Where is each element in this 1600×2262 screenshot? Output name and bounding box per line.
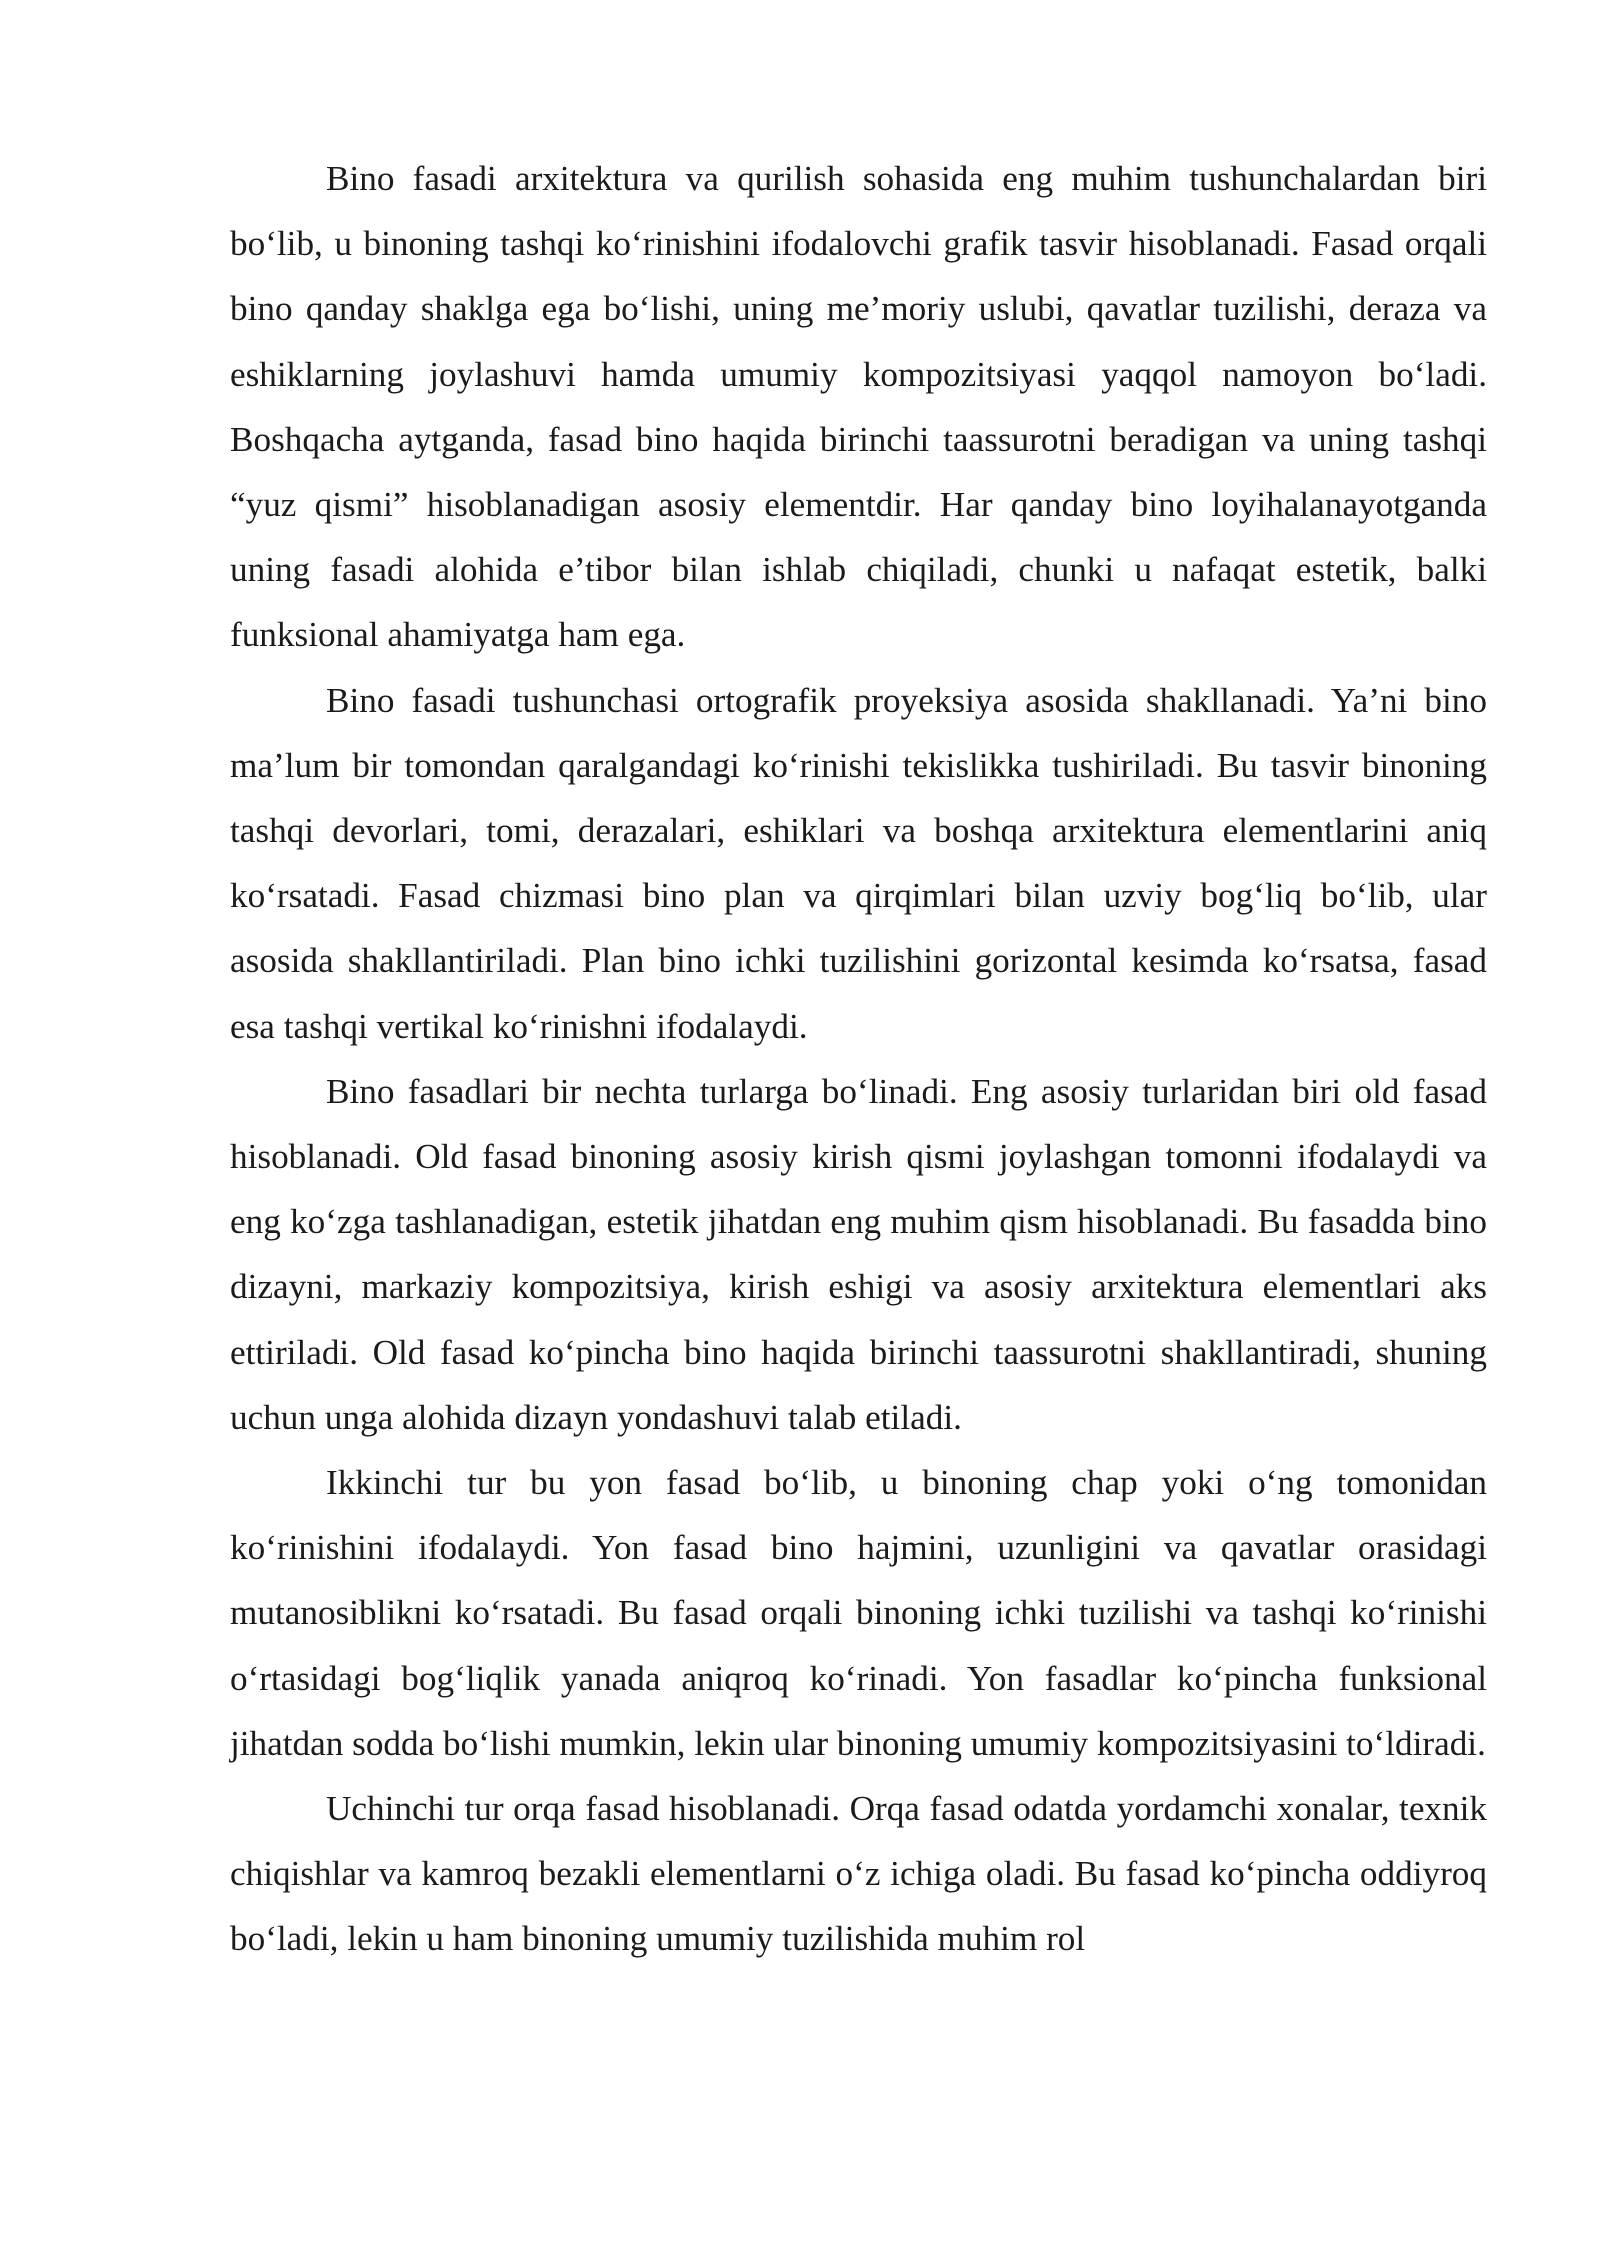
- paragraph-2: Bino fasadi tushunchasi ortografik proyeksiya asosida shakllanadi. Ya’ni bino ma’lum bir tomondan qaralgandagi koʻrinishi tekislikka tushiriladi. Bu tasvir binoning tashqi devorlari, tomi, derazalari, eshiklari va boshqa arxitektura elementlarini aniq koʻrsatadi. Fasad chizmasi bino plan va qirqimlari bilan uzviy bogʻliq boʻlib, ular asosida shakllantiriladi. Plan bino ichki tuzilishini gorizontal kesimda koʻrsatsa, fasad esa tashqi vertikal koʻrinishni ifodalaydi.: [230, 680, 1487, 1046]
- body-text: [230, 146, 1487, 1972]
- paragraph-4: Ikkinchi tur bu yon fasad boʻlib, u binoning chap yoki oʻng tomonidan koʻrinishini ifodalaydi. Yon fasad bino hajmini, uzunligini va qavatlar orasidagi mutanosiblikni koʻrsatadi. Bu fasad orqali binoning ichki tuzilishi va tashqi koʻrinishi oʻrtasidagi bogʻliqlik yanada aniqroq koʻrinadi. Yon fasadlar koʻpincha funksional jihatdan sodda boʻlishi mumkin, lekin ular binoning umumiy kompozitsiyasini toʻldiradi.: [230, 1463, 1487, 1763]
- paragraph-5: Uchinchi tur orqa fasad hisoblanadi. Orqa fasad odatda yordamchi xonalar, texnik chiqishlar va kamroq bezakli elementlarni oʻz ichiga oladi. Bu fasad koʻpincha oddiyroq boʻladi, lekin u ham binoning umumiy tuzilishida muhim rol: [230, 1789, 1487, 1959]
- paragraph-1: Bino fasadi arxitektura va qurilish sohasida eng muhim tushunchalardan biri boʻlib, u binoning tashqi koʻrinishini ifodalovchi grafik tasvir hisoblanadi. Fasad orqali bino qanday shaklga ega boʻlishi, uning me’moriy uslubi, qavatlar tuzilishi, deraza va eshiklarning joylashuvi hamda umumiy kompozitsiyasi yaqqol namoyon boʻladi. Boshqacha aytganda, fasad bino haqida birinchi taassurotni beradigan va uning tashqi “yuz qismi” hisoblanadigan asosiy elementdir. Har qanday bino loyihalanayotganda uning fasadi alohida e’tibor bilan ishlab chiqiladi, chunki u nafaqat estetik, balki funksional ahamiyatga ham ega.: [230, 159, 1487, 655]
- paragraph-3: Bino fasadlari bir nechta turlarga boʻlinadi. Eng asosiy turlaridan biri old fasad hisoblanadi. Old fasad binoning asosiy kirish qismi joylashgan tomonni ifodalaydi va eng koʻzga tashlanadigan, estetik jihatdan eng muhim qism hisoblanadi. Bu fasadda bino dizayni, markaziy kompozitsiya, kirish eshigi va asosiy arxitektura elementlari aks ettiriladi. Old fasad koʻpincha bino haqida birinchi taassurotni shakllantiradi, shuning uchun unga alohida dizayn yondashuvi talab etiladi.: [230, 1071, 1487, 1437]
